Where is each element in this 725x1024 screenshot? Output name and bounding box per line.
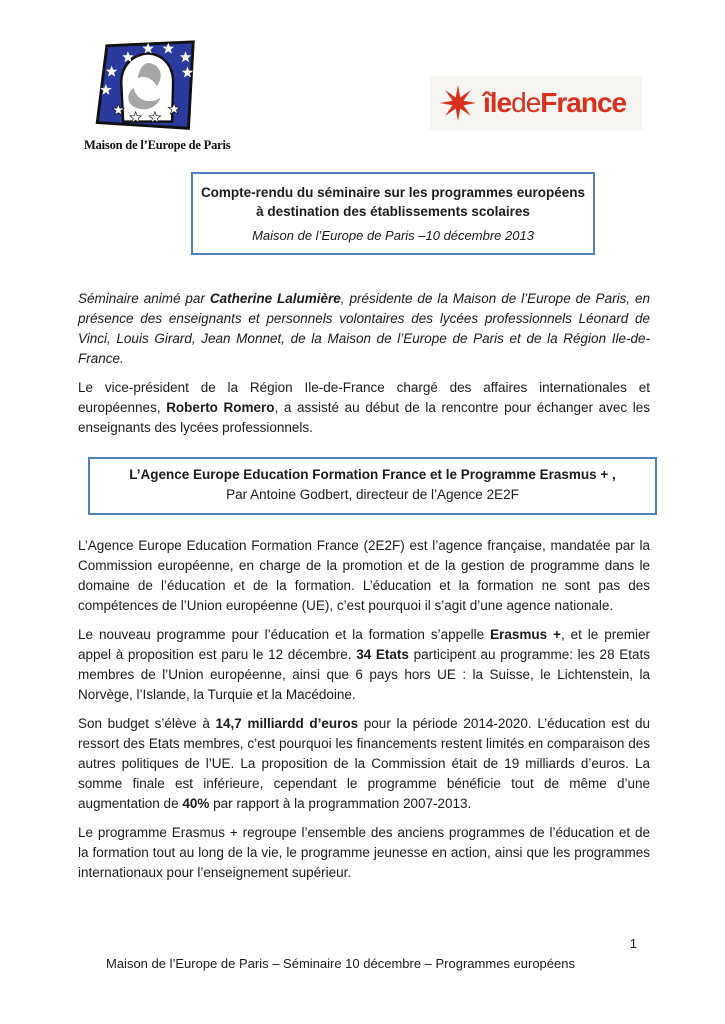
emphasis-text: 34 Etats bbox=[356, 647, 409, 662]
maison-europe-logo-caption: Maison de l’Europe de Paris bbox=[84, 138, 231, 152]
emphasis-text: 40% bbox=[182, 796, 210, 811]
body-text: Le programme Erasmus + regroupe l’ensemble des anciens programmes de l’éducation et de la formation tout au long de la vie, le programme jeunesse en action, ainsi que les programmes internationaux pour l’enseignement supérieur. bbox=[78, 825, 650, 880]
emphasis-text: 14,7 milliardd d’euros bbox=[215, 716, 359, 731]
body-paragraphs bbox=[78, 536, 650, 883]
body-text: par rapport à la programmation 2007-2013. bbox=[209, 796, 472, 811]
page-number: 1 bbox=[629, 936, 637, 951]
body-text: , et le premier appel à proposition est paru le 12 décembre. bbox=[78, 627, 650, 662]
title-box bbox=[191, 172, 595, 255]
wordmark-france: France bbox=[540, 87, 627, 118]
section-title: L’Agence Europe Education Formation France et le Programme Erasmus + , bbox=[129, 467, 616, 482]
paragraph bbox=[78, 289, 650, 369]
emphasis-text: Erasmus + bbox=[490, 627, 561, 642]
body-text: Son budget s’élève à bbox=[78, 716, 216, 731]
body-text: participent au programme: les 28 Etats membres de l’Union européenne, ainsi que 6 pays hors UE : la Suisse, le Lichtenstein, la Norvège, l’Islande, la Turquie et la Macédoine. bbox=[78, 647, 651, 702]
emphasis-text: Catherine Lalumière bbox=[209, 291, 341, 306]
body-text: , présidente de la Maison de l’Europe de Paris, en présence des enseignants et personnels volontaires des lycées professionnels Léonard de Vinci, Louis Girard, Jean Monnet, de la Maison de l’Europe de Paris et de la Région Ile-de-France. bbox=[78, 291, 651, 366]
body-text: Séminaire animé par bbox=[78, 291, 210, 306]
section-subtitle: Par Antoine Godbert, directeur de l’Agence 2E2F bbox=[226, 487, 519, 502]
body-text: Le nouveau programme pour l’éducation et la formation s’appelle bbox=[78, 627, 491, 642]
body-text: Le vice-président de la Région Ile-de-France chargé des affaires internationales et européennes, bbox=[78, 380, 650, 415]
body-text: , a assisté au début de la rencontre pour échanger avec les enseignants des lycées professionnels. bbox=[78, 400, 650, 435]
footer-text: Maison de l’Europe de Paris – Séminaire 10 décembre – Programmes européens bbox=[106, 956, 575, 971]
body-text: pour la période 2014-2020. L’éducation est du ressort des Etats membres, c’est pourquoi les financements restent limités en comparaison des autres politiques de l’UE. La proposition de la Commission était de 19 milliards d’euros. La somme finale est inférieure, cependant le programme bénéficie tout de même d’une augmentation de bbox=[78, 716, 650, 811]
body-text: L’Agence Europe Education Formation France (2E2F) est l’agence française, mandatée par la Commission européenne, en charge de la promotion et de la gestion de programme dans le domaine de l’éducation et de la formation. L’éducation et la formation ne sont pas des compétences de l’Union européenne (UE), c’est pourquoi il s’agit d’une agence nationale. bbox=[78, 538, 650, 613]
paragraph bbox=[78, 625, 650, 705]
section-heading-box bbox=[88, 457, 657, 515]
document-content bbox=[78, 0, 650, 892]
paragraph bbox=[78, 536, 650, 616]
document-title: Compte-rendu du séminaire sur les programmes européens à destination des établissements scolaires bbox=[200, 185, 586, 219]
wordmark-de: de bbox=[511, 87, 541, 118]
wordmark-ile: île bbox=[483, 87, 512, 118]
paragraph bbox=[78, 378, 650, 438]
emphasis-text: Roberto Romero bbox=[166, 400, 275, 415]
intro-paragraphs bbox=[78, 289, 650, 438]
paragraph bbox=[78, 823, 650, 883]
paragraph bbox=[78, 714, 650, 814]
document-subtitle: Maison de l’Europe de Paris –10 décembre 2013 bbox=[252, 228, 534, 243]
